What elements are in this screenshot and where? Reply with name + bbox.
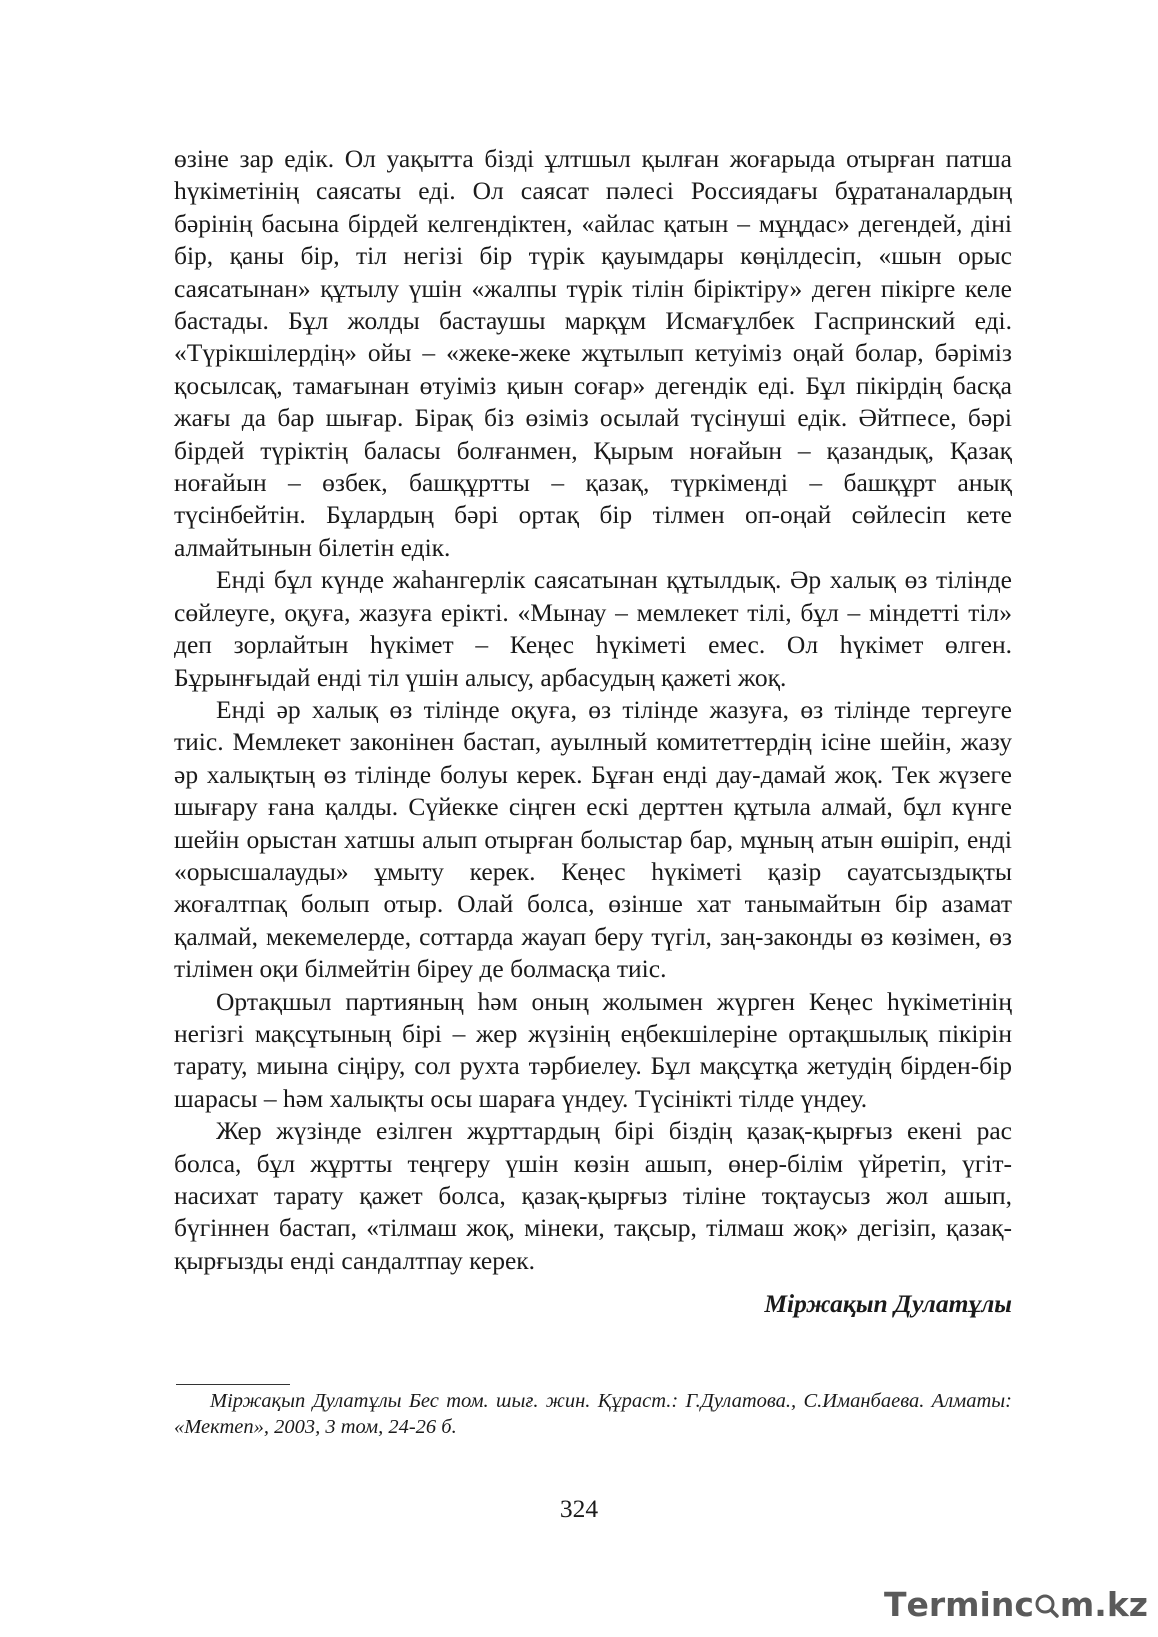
footnote-divider xyxy=(176,1384,290,1385)
page-number: 324 xyxy=(559,1494,599,1523)
magnifier-icon xyxy=(1034,1589,1060,1619)
paragraph-4: Ортақшыл партияның һәм оның жолымен жүрген Кеңес һүкіметінің негізгі мақсұтының бірі – жер жүзінің еңбекшілеріне ортақшылық пікірін тарату, миына сіңіру, сол рухта тәрбиелеу. Бұл мақсұтқа жетудің бірден-бір шарасы – һәм халықты осы шараға үндеу. Түсінікті тілде үндеу. xyxy=(174,986,1012,1113)
termincom-watermark xyxy=(884,1582,1148,1626)
paragraph-1: өзіне зар едік. Ол уақытта бізді ұлтшыл қылған жоғарыда отырған патша һүкіметінің саясаты еді. Ол саясат пәлесі Россиядағы бұратаналардың бәрінің басына бірдей келгендіктен, «айлас қатын – мұңдас» дегендей, діні бір, қаны бір, тіл негізі бір түрік қауымдары көңілдесіп, «шын орыс саясатынан» құтылу үшін «жалпы түрік тілін біріктіру» деген пікірге келе бастады. Бұл жолды бастаушы марқұм Исмағұлбек Гаспринский еді. «Түрікшілердің» ойы – «жеке-жеке жұтылып кетуіміз оңай болар, бәріміз қосылсақ, тамағынан өтуіміз қиын соғар» дегендік еді. Бұл пікірдің басқа жағы да бар шығар. Бірақ біз өзіміз осылай түсінуші едік. Әйтпесе, бәрі бірдей түріктің баласы болғанмен, Қырым ноғайын – қазандық, Қазақ ноғайын – өзбек, башқұртты – қазақ, түркіменді – башқұрт анық түсінбейтін. Бұлардың бәрі ортақ бір тілмен оп-оңай сөйлесіп кете алмайтынын білетін едік. xyxy=(174,144,1012,562)
paragraph-2: Енді бұл күнде жаһангерлік саясатынан құтылдық. Әр халық өз тілінде сөйлеуге, оқуға, жазуға ерікті. «Мынау – мемлекет тілі, бұл – міндетті тіл» деп зорлайтын һүкімет – Кеңес һүкіметі емес. Ол һүкімет өлген. Бұрынғыдай енді тіл үшін алысу, арбасудың қажеті жоқ. xyxy=(174,565,1012,692)
paragraph-5: Жер жүзінде езілген жұрттардың бірі біздің қазақ-қырғыз екені рас болса, бұл жұртты теңгеру үшін көзін ашып, өнер-білім үйретіп, үгіт-насихат тарату қажет болса, қазақ-қырғыз тіліне тоқтаусыз жол ашып, бүгіннен бастап, «тілмаш жоқ, мінеки, тақсыр, тілмаш жоқ» дегізіп, қазақ-қырғызды енді сандалтпау керек. xyxy=(174,1116,1012,1275)
footnote: Міржақып Дулатұлы Бес том. шығ. жин. Құраст.: Г.Дулатова., С.Иманбаева. Алматы: «Мектеп», 2003, 3 том, 24-26 б. xyxy=(174,1390,1012,1438)
paragraph-3: Енді әр халық өз тілінде оқуға, өз тілінде жазуға, өз тілінде тергеуге тиіс. Мемлекет законінен бастап, ауылный комитеттердің ісіне шейін, жазу әр халықтың өз тілінде болуы керек. Бұған енді дау-дамай жоқ. Тек жүзеге шығару ғана қалды. Сүйекке сіңген ескі дерттен құтыла алмай, бұл күнге шейін орыстан хатшы алып отырған болыстар бар, мұның атын өшіріп, енді «орысшалауды» ұмыту керек. Кеңес һүкіметі қазір сауатсыздықты жоғалтпақ болып отыр. Олай болса, өзінше хат танымайтын бір азамат қалмай, мекемелерде, соттарда жауап беру түгіл, заң-законды өз көзімен, өз тілімен оқи білмейтін біреу де болмасқа тиіс. xyxy=(174,694,1012,984)
watermark-letter-t: T xyxy=(883,1584,907,1624)
watermark-text-after: m.kz xyxy=(1059,1584,1148,1624)
watermark-text-middle: erminc xyxy=(906,1584,1034,1624)
body-text xyxy=(174,143,1012,1277)
author-signature: Міржақып Дулатұлы xyxy=(764,1289,1012,1318)
